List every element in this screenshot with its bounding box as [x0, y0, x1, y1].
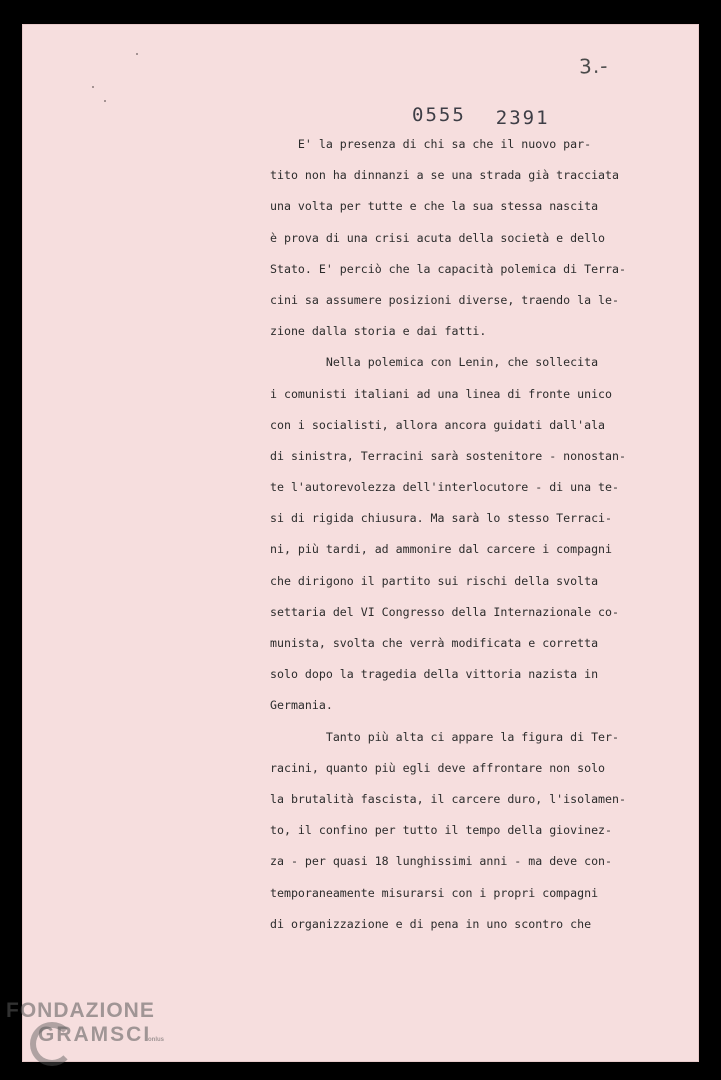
g-logo-icon: [30, 1022, 74, 1066]
text-line: to, il confino per tutto il tempo della giovinez-: [270, 823, 613, 838]
text-line: tito non ha dinnanzi a se una strada già tracciata: [270, 168, 620, 183]
text-line: munista, svolta che verrà modificata e corretta: [270, 636, 599, 650]
text-line: Stato. E' perciò che la capacità polemica di Terra-: [270, 261, 626, 276]
text-line: che dirigono il partito sui rischi della svolta: [270, 573, 599, 588]
text-line: E' la presenza di chi sa che il nuovo par-: [270, 137, 592, 151]
text-line: temporaneamente misurarsi con i propri compagni: [270, 885, 599, 900]
text-line: è prova di una crisi acuta della società e dello: [270, 230, 606, 245]
text-line: cini sa assumere posizioni diverse, traendo la le-: [270, 292, 620, 307]
stamp-number: 2391: [495, 107, 550, 129]
document-page: [22, 24, 699, 1062]
text-line: solo dopo la tragedia della vittoria nazista in: [270, 667, 599, 682]
text-line: racini, quanto più egli deve affrontare non solo: [270, 760, 606, 775]
text-line: con i socialisti, allora ancora guidati dall'ala: [270, 417, 606, 432]
typed-text: [270, 129, 630, 940]
text-line: di organizzazione e di pena in uno scontro che: [270, 916, 592, 931]
text-line: settaria del VI Congresso della Internazionale co-: [270, 604, 620, 619]
text-line: Tanto più alta ci appare la figura di Ter-: [270, 729, 620, 744]
text-line: si di rigida chiusura. Ma sarà lo stesso Terraci-: [270, 511, 613, 526]
text-line: za - per quasi 18 lunghissimi anni - ma deve con-: [270, 854, 613, 869]
text-line: la brutalità fascista, il carcere duro, l'isolamen-: [270, 791, 626, 806]
watermark-line-2: GRAMSCI: [38, 1023, 152, 1046]
text-line: Nella polemica con Lenin, che sollecita: [270, 355, 599, 370]
watermark-line-3: onlus: [148, 1037, 164, 1043]
text-line: di sinistra, Terracini sarà sostenitore - nonostan-: [270, 448, 626, 463]
archive-stamp: [412, 104, 550, 129]
text-line: ni, più tardi, ad ammonire dal carcere i compagni: [270, 542, 613, 557]
stamp-series: 0555: [412, 104, 466, 126]
text-line: zione dalla storia e dai fatti.: [270, 324, 487, 339]
fondazione-gramsci-watermark: [6, 999, 164, 1046]
text-line: i comunisti italiani ad una linea di fronte unico: [270, 386, 613, 401]
page-number: 3.-: [578, 53, 609, 79]
text-line: una volta per tutte e che la sua stessa nascita: [270, 199, 599, 214]
text-line: Germania.: [270, 698, 333, 713]
text-line: te l'autorevolezza dell'interlocutore - di una te-: [270, 480, 620, 495]
watermark-line-1: FONDAZIONE: [6, 999, 155, 1022]
